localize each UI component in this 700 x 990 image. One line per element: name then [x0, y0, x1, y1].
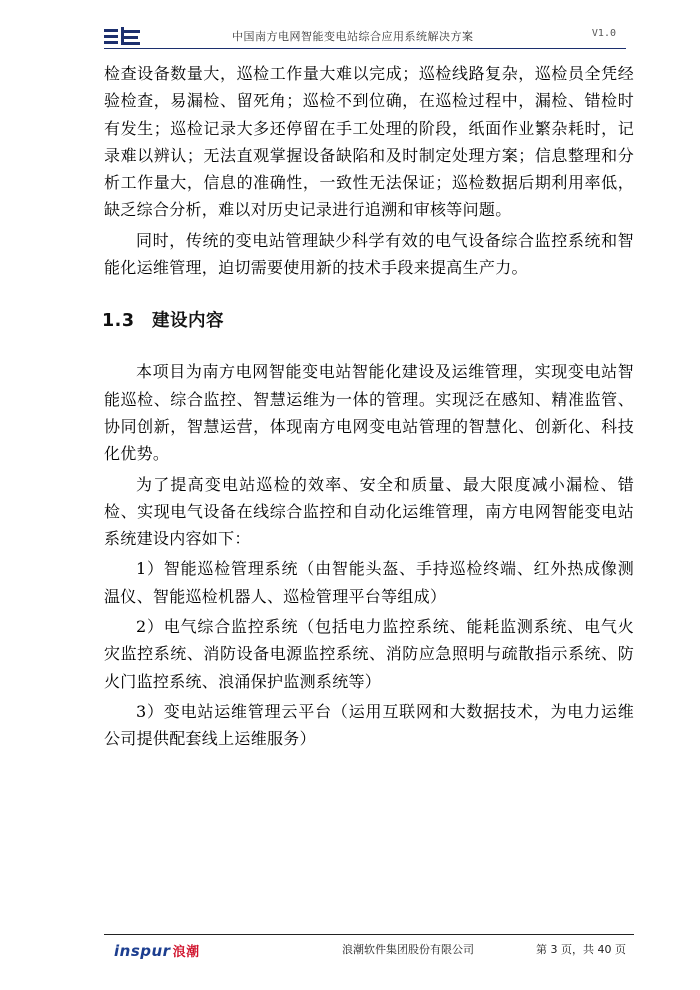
inspur-logo-cn: 浪潮 [172, 945, 200, 960]
paragraph-construction-intro: 为了提高变电站巡检的效率、安全和质量、最大限度减小漏检、错检、实现电气设备在线综合监控和自动化运维管理，南方电网智能变电站系统建设内容如下： [104, 474, 634, 549]
section-number: 1.3 [102, 311, 135, 332]
page-content [104, 60, 634, 753]
list-item-monitoring-system: 2）电气综合监控系统（包括电力监控系统、能耗监测系统、电气火灾监控系统、消防设备电源监控系统、消防应急照明与疏散指示系统、防火门监控系统、浪涌保护监测系统等） [104, 617, 634, 691]
page-footer [104, 934, 634, 959]
paragraph-inspection-problems: 检查设备数量大，巡检工作量大难以完成；巡检线路复杂，巡检员全凭经验检查，易漏检、留死角；巡检不到位确，在巡检过程中，漏检、错检时有发生；巡检记录大多还停留在手工处理的阶段，纸面作业繁杂耗时，记录难以辨认；无法直观掌握设备缺陷和及时制定处理方案；信息整理和分析工作量大，信息的准确性，一致性无法保证；巡检数据后期利用率低，缺乏综合分析，难以对历史记录进行追溯和审核等问题。 [104, 64, 634, 220]
page-number: 第 3 页，共 40 页 [536, 943, 626, 956]
document-title: 中国南方电网智能变电站综合应用系统解决方案 [232, 30, 474, 43]
list-item-cloud-platform: 3）变电站运维管理云平台（运用互联网和大数据技术，为电力运维公司提供配套线上运维服务） [104, 701, 634, 749]
company-name: 浪潮软件集团股份有限公司 [342, 943, 474, 956]
section-title: 建设内容 [152, 311, 224, 332]
page-header [104, 26, 626, 49]
section-heading [102, 307, 634, 332]
inspur-logo-text: inspur [114, 942, 171, 960]
southern-grid-logo-icon [104, 27, 142, 45]
list-item-inspection-system: 1）智能巡检管理系统（由智能头盔、手持巡检终端、红外热成像测温仪、智能巡检机器人、巡检管理平台等组成） [104, 559, 634, 606]
paragraph-traditional-management: 同时，传统的变电站管理缺少科学有效的电气设备综合监控系统和智能化运维管理，迫切需要使用新的技术手段来提高生产力。 [104, 230, 634, 278]
paragraph-project-overview: 本项目为南方电网智能变电站智能化建设及运维管理，实现变电站智能巡检、综合监控、智慧运维为一体的管理。实现泛在感知、精准监管、协同创新，智慧运营，体现南方电网变电站管理的智慧化、创新化、科技化优势。 [104, 362, 634, 464]
document-version: V1.0 [591, 28, 616, 39]
inspur-logo [114, 941, 200, 960]
